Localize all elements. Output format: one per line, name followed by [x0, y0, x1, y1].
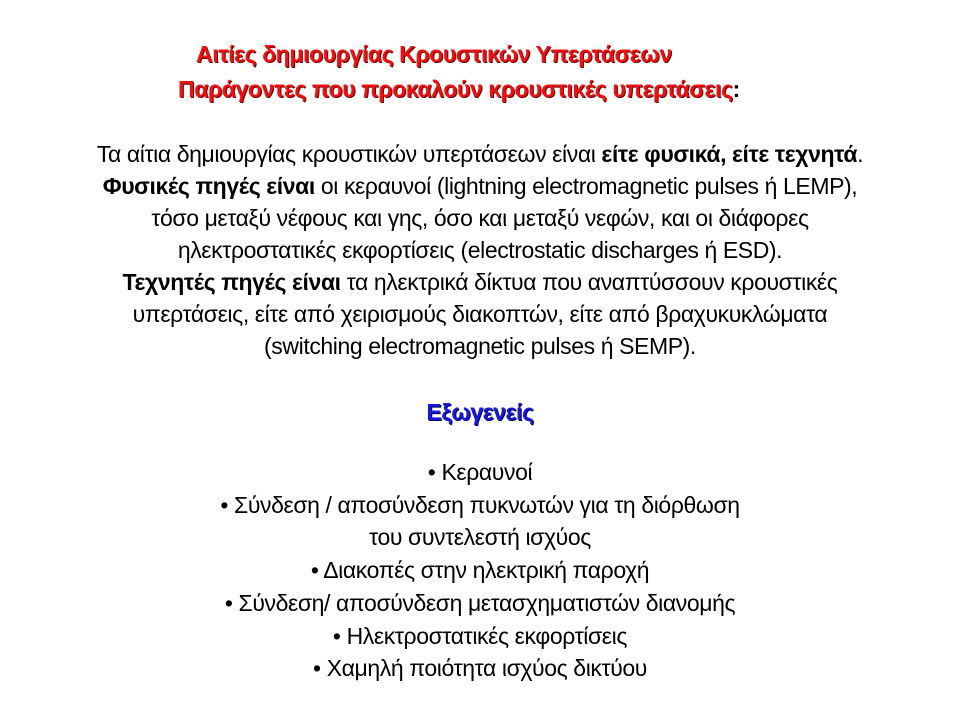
paragraph-line-6: υπερτάσεις, είτε από χειρισμούς διακοπτών, είτε από βραχυκυκλώματα [132, 301, 828, 327]
paragraph-line-2 [0, 170, 960, 202]
paragraph-emphasis: Τεχνητές πηγές είναι [122, 269, 341, 295]
list-item: • Ηλεκτροστατικές εκφορτίσεις [0, 620, 960, 652]
paragraph-text: τα ηλεκτρικά δίκτυα που αναπτύσσουν κρουστικές [340, 269, 838, 295]
paragraph-line-1 [0, 138, 960, 170]
paragraph-text: οι κεραυνοί (lightning electromagnetic pulses ή LEMP), [314, 173, 858, 199]
list-item: • Κεραυνοί [0, 456, 960, 488]
slide-subtitle [178, 73, 740, 105]
slide-title: Αιτίες δημιουργίας Κρουστικών Υπερτάσεων [196, 41, 672, 67]
list-item: • Διακοπές στην ηλεκτρική παροχή [0, 554, 960, 586]
paragraph-line-3: τόσο μεταξύ νέφους και γης, όσο και μεταξύ νεφών, και οι διάφορες [151, 205, 809, 231]
paragraph-text: Τα αίτια δημιουργίας κρουστικών υπερτάσεων είναι [96, 141, 602, 167]
subtitle-colon: : [732, 76, 740, 102]
section-heading: Εξωγενείς [426, 399, 534, 425]
list-item: • Σύνδεση/ αποσύνδεση μετασχηματιστών διανομής [0, 587, 960, 619]
paragraph-line-7: (switching electromagnetic pulses ή SEMP). [264, 333, 696, 359]
subtitle-text: Παράγοντες που προκαλούν κρουστικές υπερτάσεις [178, 76, 733, 102]
paragraph-emphasis: Φυσικές πηγές είναι [102, 173, 315, 199]
paragraph-text: . [857, 141, 864, 167]
list-item: • Χαμηλή ποιότητα ισχύος δικτύου [0, 652, 960, 684]
paragraph-emphasis: είτε φυσικά, είτε τεχνητά [601, 141, 858, 167]
list-item: • Σύνδεση / αποσύνδεση πυκνωτών για τη διόρθωση [0, 489, 960, 521]
list-item-continuation: του συντελεστή ισχύος [369, 524, 591, 550]
paragraph-line-4: ηλεκτροστατικές εκφορτίσεις (electrostatic discharges ή ESD). [177, 237, 783, 263]
paragraph-line-5 [0, 266, 960, 298]
